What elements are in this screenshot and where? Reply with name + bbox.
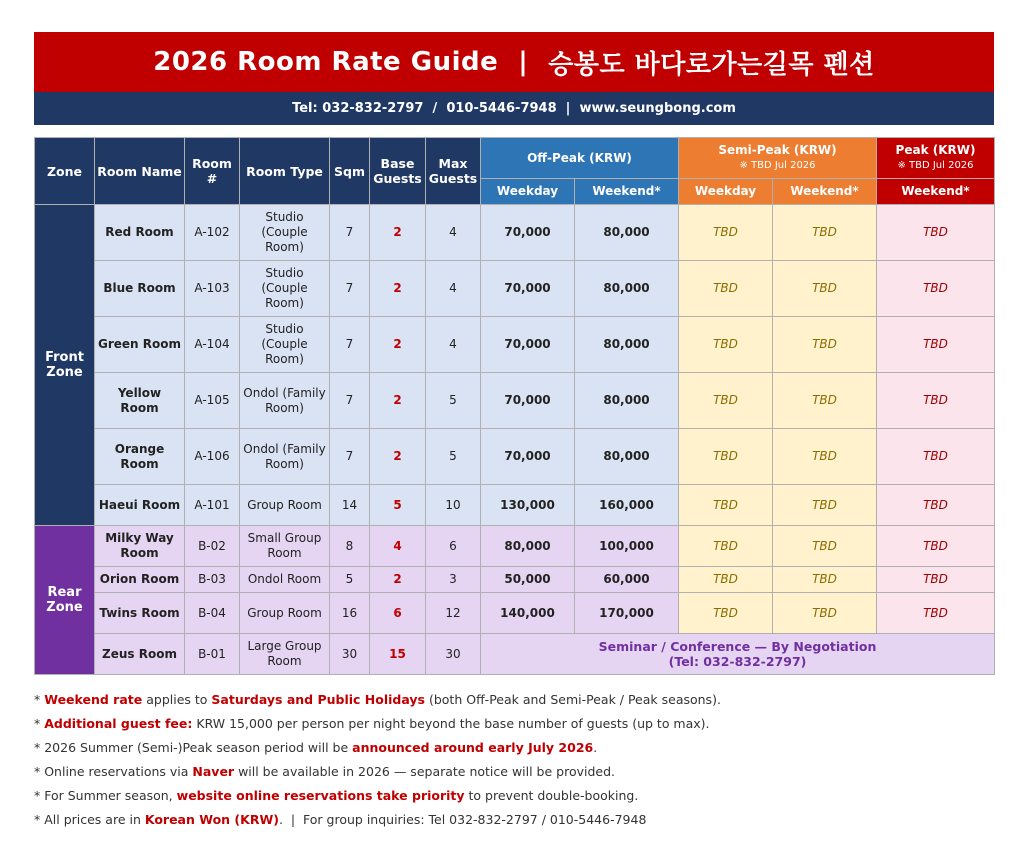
- semi-peak-weekend: TBD: [773, 429, 877, 485]
- room-name: Twins Room: [95, 593, 185, 634]
- peak-weekend: TBD: [877, 593, 995, 634]
- semi-peak-weekday: TBD: [679, 317, 773, 373]
- semi-peak-weekday: TBD: [679, 567, 773, 593]
- semi-peak-weekend: TBD: [773, 485, 877, 526]
- peak-weekend: TBD: [877, 526, 995, 567]
- off-peak-weekday: 50,000: [481, 567, 575, 593]
- room-type: Studio (Couple Room): [240, 205, 330, 261]
- title-english: 2026 Room Rate Guide: [153, 47, 499, 77]
- header-semi-peak: [679, 138, 877, 179]
- max-guests: 4: [426, 317, 481, 373]
- table-row: [35, 429, 995, 485]
- semi-peak-weekday: TBD: [679, 373, 773, 429]
- base-guests: 4: [370, 526, 426, 567]
- title-separator: |: [518, 47, 529, 77]
- semi-peak-weekday: TBD: [679, 526, 773, 567]
- room-sqm: 7: [330, 205, 370, 261]
- note-text: * All prices are in: [34, 812, 145, 827]
- peak-weekend: TBD: [877, 373, 995, 429]
- note-line: [34, 762, 994, 786]
- room-sqm: 8: [330, 526, 370, 567]
- room-number: B-03: [185, 567, 240, 593]
- header-semi-weekend: Weekend*: [773, 179, 877, 205]
- room-number: A-102: [185, 205, 240, 261]
- room-type: Studio (Couple Room): [240, 317, 330, 373]
- table-row: [35, 526, 995, 567]
- seminar-line-2: (Tel: 032-832-2797): [668, 654, 807, 669]
- base-guests: 2: [370, 429, 426, 485]
- room-number: B-04: [185, 593, 240, 634]
- note-text: (both Off-Peak and Semi-Peak / Peak seasons).: [425, 692, 721, 707]
- header-base-guests: Base Guests: [370, 138, 426, 205]
- peak-weekend: TBD: [877, 261, 995, 317]
- zone-rear-label: Rear Zone: [35, 526, 95, 675]
- note-text: to prevent double-booking.: [464, 788, 639, 803]
- table-row: [35, 634, 995, 675]
- off-peak-weekend: 60,000: [575, 567, 679, 593]
- max-guests: 30: [426, 634, 481, 675]
- off-peak-weekend: 80,000: [575, 429, 679, 485]
- room-type: Studio (Couple Room): [240, 261, 330, 317]
- header-room-name: Room Name: [95, 138, 185, 205]
- room-number: A-106: [185, 429, 240, 485]
- off-peak-weekday: 130,000: [481, 485, 575, 526]
- room-type: Ondol Room: [240, 567, 330, 593]
- note-highlight: Korean Won (KRW): [144, 812, 279, 827]
- room-sqm: 7: [330, 317, 370, 373]
- note-highlight: Saturdays and Public Holidays: [211, 692, 425, 707]
- peak-note: ※ TBD Jul 2026: [897, 160, 974, 171]
- room-number: A-104: [185, 317, 240, 373]
- note-highlight: website online reservations take priority: [176, 788, 465, 803]
- note-text: .: [593, 740, 598, 755]
- note-line: [34, 786, 994, 810]
- note-text: * 2026 Summer (Semi-)Peak season period will be: [34, 740, 353, 755]
- title-korean: 승봉도 바다로가는길목 펜션: [548, 49, 875, 80]
- semi-peak-weekday: TBD: [679, 261, 773, 317]
- room-name: Orion Room: [95, 567, 185, 593]
- semi-peak-weekend: TBD: [773, 205, 877, 261]
- note-text: applies to: [142, 692, 212, 707]
- table-row: [35, 373, 995, 429]
- semi-peak-weekend: TBD: [773, 261, 877, 317]
- off-peak-weekend: 80,000: [575, 317, 679, 373]
- header-off-weekday: Weekday: [481, 179, 575, 205]
- semi-peak-label: Semi-Peak (KRW): [718, 143, 837, 157]
- semi-peak-weekend: TBD: [773, 593, 877, 634]
- table-row: [35, 317, 995, 373]
- table-row: [35, 593, 995, 634]
- note-line: [34, 690, 994, 714]
- off-peak-weekend: 80,000: [575, 373, 679, 429]
- base-guests: 2: [370, 567, 426, 593]
- room-sqm: 7: [330, 261, 370, 317]
- header-zone: Zone: [35, 138, 95, 205]
- room-sqm: 30: [330, 634, 370, 675]
- header-max-guests: Max Guests: [426, 138, 481, 205]
- max-guests: 5: [426, 429, 481, 485]
- page-title: [34, 32, 994, 92]
- note-text: * Online reservations via: [34, 764, 193, 779]
- room-number: A-103: [185, 261, 240, 317]
- semi-peak-weekend: TBD: [773, 567, 877, 593]
- max-guests: 5: [426, 373, 481, 429]
- zone-front-label: Front Zone: [35, 205, 95, 526]
- base-guests: 15: [370, 634, 426, 675]
- header-room-number: Room #: [185, 138, 240, 205]
- header-semi-weekday: Weekday: [679, 179, 773, 205]
- base-guests: 5: [370, 485, 426, 526]
- semi-peak-weekend: TBD: [773, 317, 877, 373]
- note-highlight: Additional guest fee:: [44, 716, 193, 731]
- contact-bar: [34, 92, 994, 125]
- off-peak-weekend: 80,000: [575, 205, 679, 261]
- base-guests: 6: [370, 593, 426, 634]
- header-peak: [877, 138, 995, 179]
- room-sqm: 7: [330, 429, 370, 485]
- room-name: Yellow Room: [95, 373, 185, 429]
- room-sqm: 16: [330, 593, 370, 634]
- off-peak-weekend: 100,000: [575, 526, 679, 567]
- semi-peak-weekday: TBD: [679, 205, 773, 261]
- base-guests: 2: [370, 317, 426, 373]
- notes-section: [34, 690, 994, 834]
- table-row: [35, 485, 995, 526]
- header-off-weekend: Weekend*: [575, 179, 679, 205]
- base-guests: 2: [370, 373, 426, 429]
- max-guests: 10: [426, 485, 481, 526]
- room-sqm: 5: [330, 567, 370, 593]
- off-peak-weekend: 80,000: [575, 261, 679, 317]
- room-name: Haeui Room: [95, 485, 185, 526]
- room-number: A-101: [185, 485, 240, 526]
- note-highlight: announced around early July 2026: [352, 740, 594, 755]
- header-sqm: Sqm: [330, 138, 370, 205]
- note-text: *: [34, 716, 45, 731]
- header-room-type: Room Type: [240, 138, 330, 205]
- table-row: [35, 261, 995, 317]
- room-type: Large Group Room: [240, 634, 330, 675]
- off-peak-weekend: 170,000: [575, 593, 679, 634]
- peak-weekend: TBD: [877, 205, 995, 261]
- note-highlight: Weekend rate: [44, 692, 143, 707]
- note-text: *: [34, 692, 45, 707]
- note-text: * For Summer season,: [34, 788, 177, 803]
- peak-weekend: TBD: [877, 317, 995, 373]
- max-guests: 4: [426, 261, 481, 317]
- off-peak-weekday: 70,000: [481, 205, 575, 261]
- max-guests: 4: [426, 205, 481, 261]
- peak-weekend: TBD: [877, 567, 995, 593]
- room-type: Group Room: [240, 593, 330, 634]
- seminar-negotiation: [481, 634, 995, 675]
- rate-table: [34, 137, 995, 675]
- off-peak-weekday: 80,000: [481, 526, 575, 567]
- note-text: . | For group inquiries: Tel 032-832-2797 / 010-5446-7948: [278, 812, 647, 827]
- off-peak-weekend: 160,000: [575, 485, 679, 526]
- note-highlight: Naver: [192, 764, 235, 779]
- semi-peak-weekend: TBD: [773, 526, 877, 567]
- seminar-line-1: Seminar / Conference — By Negotiation: [598, 639, 877, 654]
- table-row: [35, 205, 995, 261]
- off-peak-weekday: 140,000: [481, 593, 575, 634]
- note-text: KRW 15,000 per person per night beyond the base number of guests (up to max).: [192, 716, 710, 731]
- room-name: Green Room: [95, 317, 185, 373]
- note-line: [34, 810, 994, 834]
- max-guests: 6: [426, 526, 481, 567]
- room-type: Ondol (Family Room): [240, 373, 330, 429]
- room-sqm: 14: [330, 485, 370, 526]
- header-off-peak: Off-Peak (KRW): [481, 138, 679, 179]
- room-number: B-02: [185, 526, 240, 567]
- room-type: Small Group Room: [240, 526, 330, 567]
- peak-weekend: TBD: [877, 429, 995, 485]
- room-number: A-105: [185, 373, 240, 429]
- room-name: Orange Room: [95, 429, 185, 485]
- header-peak-weekend: Weekend*: [877, 179, 995, 205]
- room-type: Ondol (Family Room): [240, 429, 330, 485]
- table-row: [35, 567, 995, 593]
- peak-label: Peak (KRW): [895, 143, 976, 157]
- room-number: B-01: [185, 634, 240, 675]
- room-name: Zeus Room: [95, 634, 185, 675]
- max-guests: 12: [426, 593, 481, 634]
- contact-info: Tel: 032-832-2797 / 010-5446-7948 | www.seungbong.com: [292, 101, 736, 116]
- off-peak-weekday: 70,000: [481, 429, 575, 485]
- semi-peak-weekday: TBD: [679, 429, 773, 485]
- off-peak-weekday: 70,000: [481, 261, 575, 317]
- note-text: will be available in 2026 — separate notice will be provided.: [234, 764, 616, 779]
- room-type: Group Room: [240, 485, 330, 526]
- peak-weekend: TBD: [877, 485, 995, 526]
- semi-peak-note: ※ TBD Jul 2026: [739, 160, 816, 171]
- note-line: [34, 714, 994, 738]
- note-line: [34, 738, 994, 762]
- semi-peak-weekend: TBD: [773, 373, 877, 429]
- base-guests: 2: [370, 205, 426, 261]
- off-peak-weekday: 70,000: [481, 317, 575, 373]
- base-guests: 2: [370, 261, 426, 317]
- room-name: Milky Way Room: [95, 526, 185, 567]
- room-name: Blue Room: [95, 261, 185, 317]
- max-guests: 3: [426, 567, 481, 593]
- room-name: Red Room: [95, 205, 185, 261]
- semi-peak-weekday: TBD: [679, 485, 773, 526]
- room-sqm: 7: [330, 373, 370, 429]
- off-peak-weekday: 70,000: [481, 373, 575, 429]
- semi-peak-weekday: TBD: [679, 593, 773, 634]
